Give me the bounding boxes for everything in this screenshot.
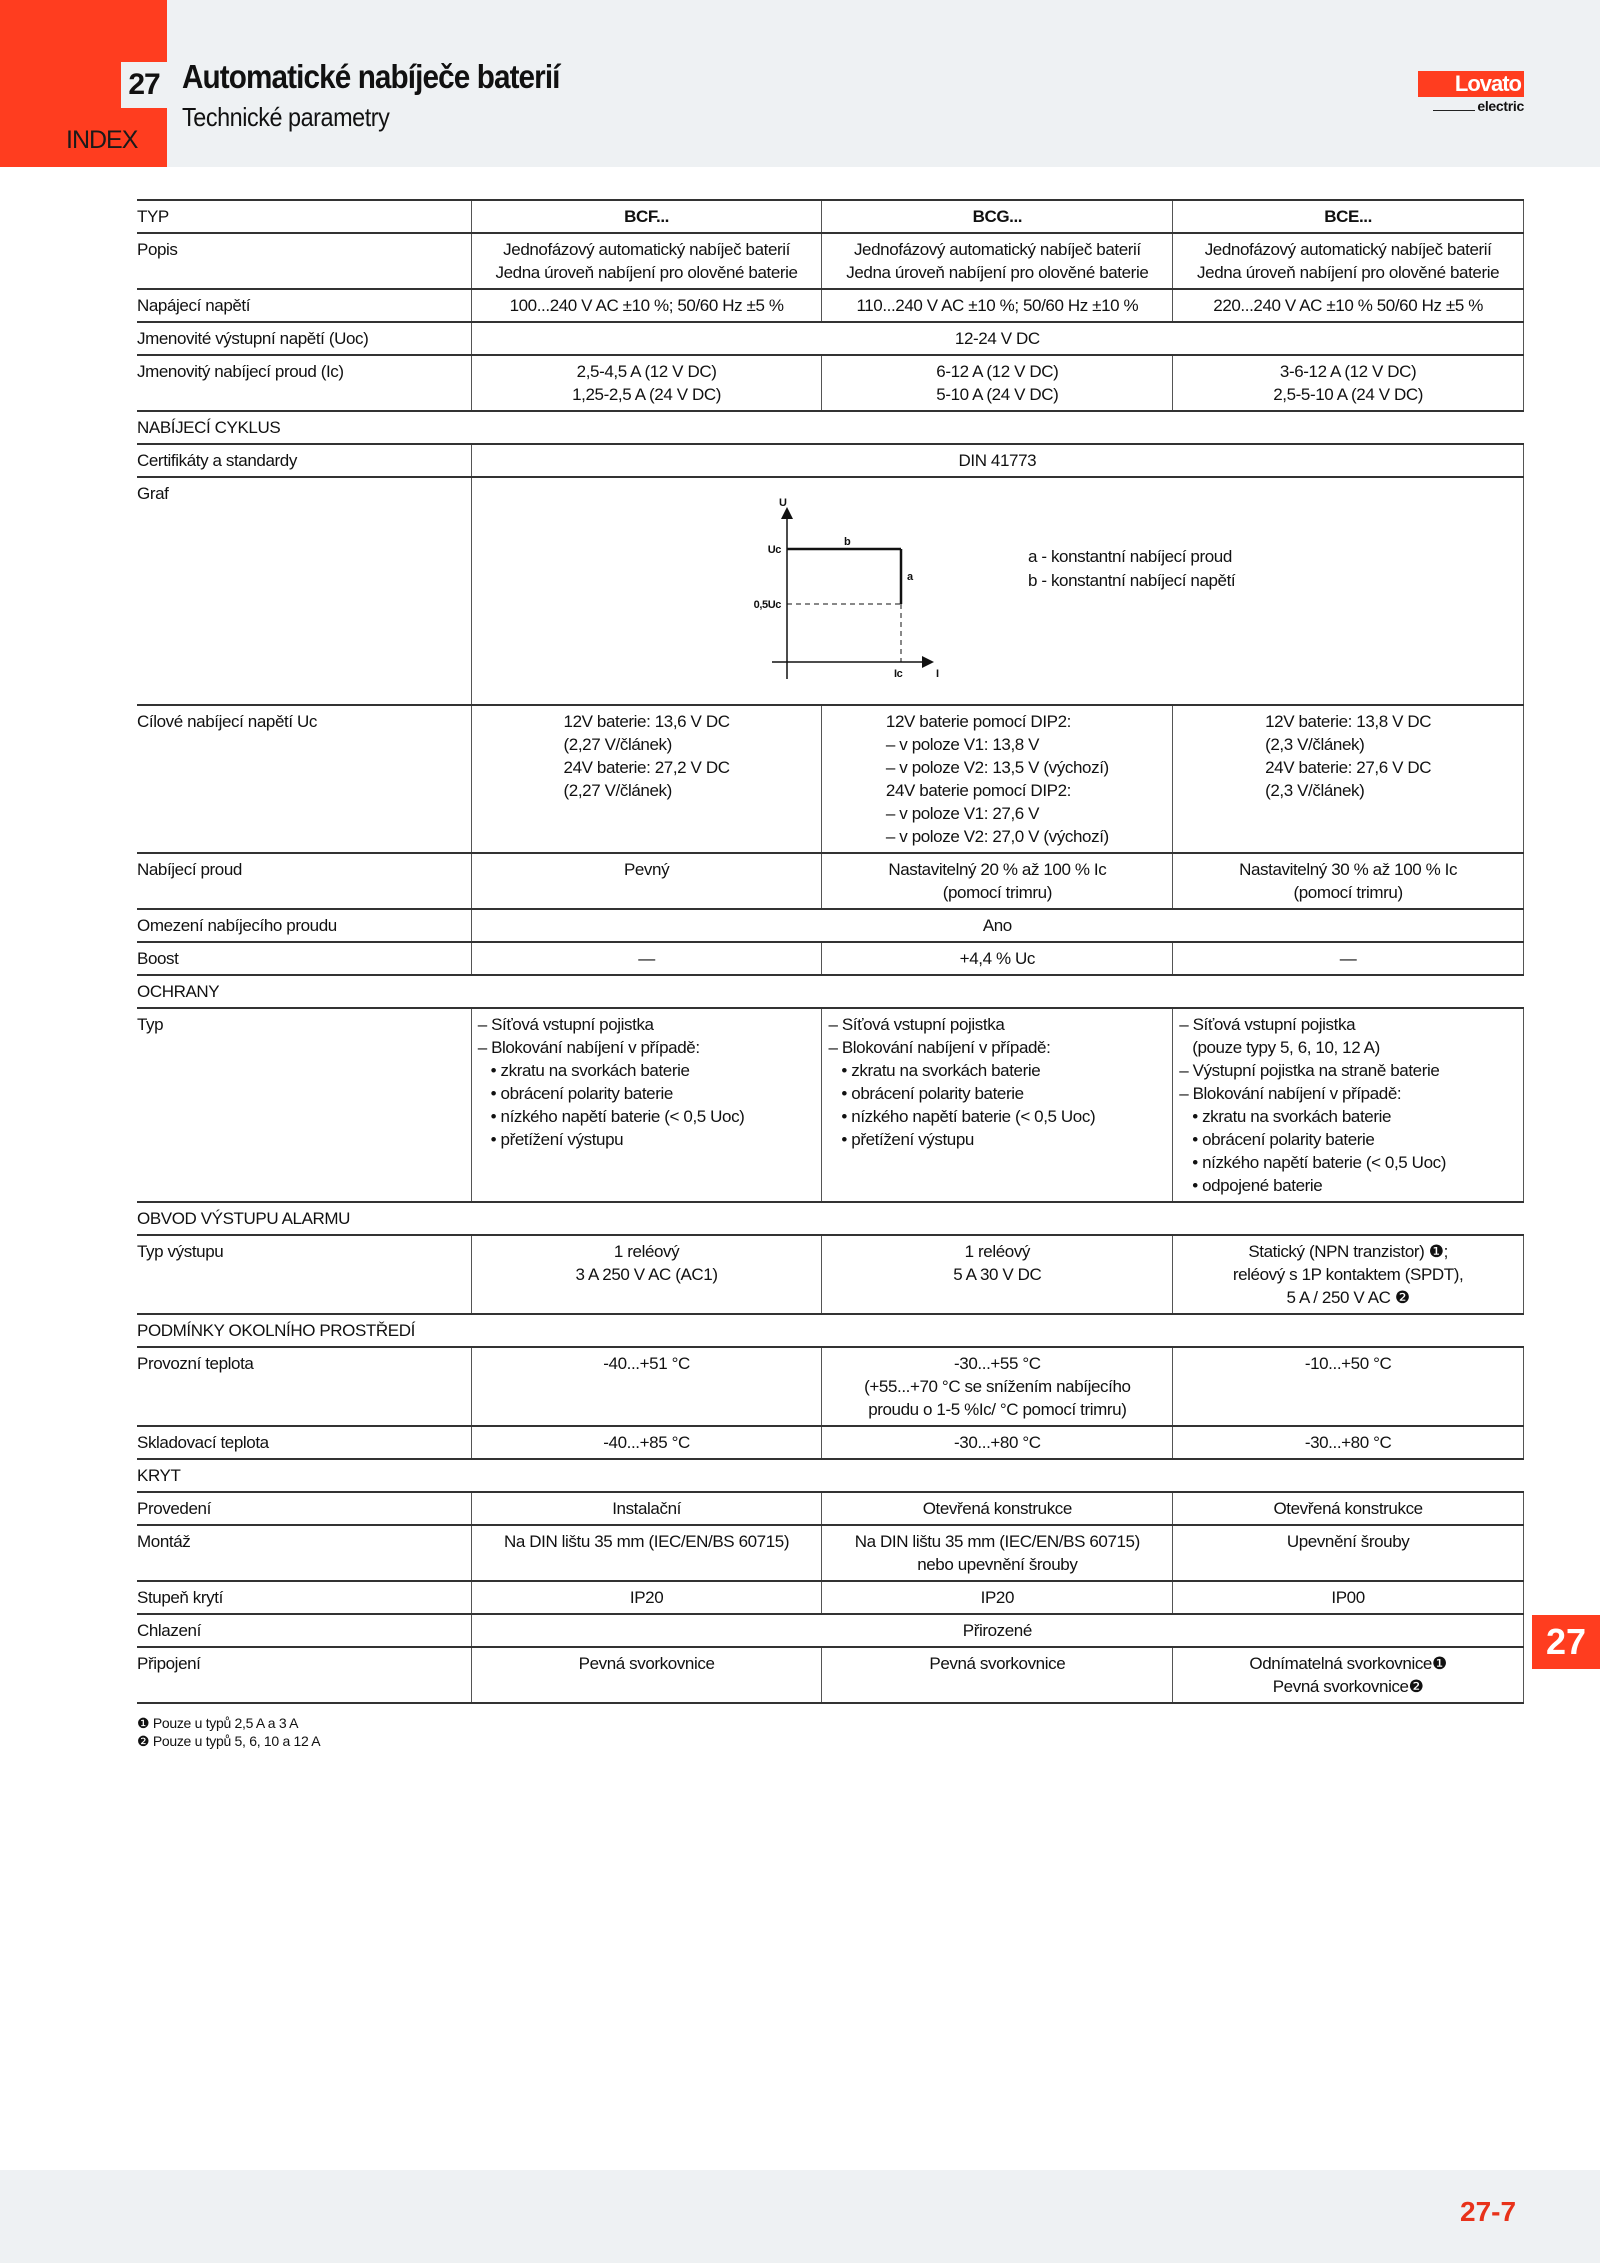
- row-label: Jmenovitý nabíjecí proud (Ic): [137, 355, 471, 411]
- cell-line: (2,27 V/článek): [563, 735, 672, 754]
- cell-bce: [1173, 942, 1524, 975]
- cell-line: 5 A 30 V DC: [953, 1265, 1042, 1284]
- row-label: Provedení: [137, 1492, 471, 1525]
- row-sec-kryt: [137, 1459, 1524, 1492]
- cell-line: 24V baterie pomocí DIP2:: [885, 781, 1071, 800]
- row-label: Popis: [137, 233, 471, 289]
- cell-bcf: [471, 1235, 822, 1314]
- row-label: Provozní teplota: [137, 1347, 471, 1426]
- cell-bcg: [822, 705, 1173, 853]
- row-label: Napájecí napětí: [137, 289, 471, 322]
- section-heading: OBVOD VÝSTUPU ALARMU: [137, 1202, 1524, 1235]
- cell-all-types: [471, 322, 1523, 355]
- cell-line: 12-24 V DC: [954, 329, 1040, 348]
- cell-line: proudu o 1-5 %Ic/ °C pomocí trimru): [868, 1400, 1127, 1419]
- row-label: Stupeň krytí: [137, 1581, 471, 1614]
- cell-line: Statický (NPN tranzistor) ❶;: [1248, 1242, 1448, 1261]
- cell-line: (pomocí trimru): [942, 883, 1052, 902]
- row-cilove-napeti: [137, 705, 1524, 853]
- section-heading: KRYT: [137, 1459, 1524, 1492]
- row-label: Cílové nabíjecí napětí Uc: [137, 705, 471, 853]
- cell-bcf: [471, 289, 822, 322]
- index-link[interactable]: INDEX: [66, 126, 138, 154]
- row-sec-ochrany: [137, 975, 1524, 1008]
- cell-bce: [1173, 1647, 1524, 1703]
- row-popis: [137, 233, 1524, 289]
- cell-line: Pevná svorkovnice: [578, 1654, 715, 1673]
- cell-line: • obrácení polarity baterie: [1179, 1130, 1375, 1149]
- cell-line: Pevný: [623, 860, 670, 879]
- cell-line: BCE...: [1324, 207, 1372, 226]
- cell-line: Na DIN lištu 35 mm (IEC/EN/BS 60715): [854, 1532, 1140, 1551]
- cell-line: Instalační: [612, 1499, 681, 1518]
- cell-line: • přetížení výstupu: [477, 1130, 624, 1149]
- cell-line: (pomocí trimru): [1293, 883, 1403, 902]
- cell-all-types: [471, 1614, 1523, 1647]
- cell-line: -30...+80 °C: [954, 1433, 1041, 1452]
- cell-line: 1 reléový: [964, 1242, 1031, 1261]
- cell-bcg: [822, 1492, 1173, 1525]
- cell-bce: [1173, 289, 1524, 322]
- cell-bcg: [822, 1581, 1173, 1614]
- cell-line: Jednofázový automatický nabíječ baterií: [503, 240, 790, 259]
- cell-line: -40...+51 °C: [603, 1354, 690, 1373]
- cell-line: reléový s 1P kontaktem (SPDT),: [1232, 1265, 1464, 1284]
- row-provedeni: [137, 1492, 1524, 1525]
- charge-graph: [472, 478, 1523, 698]
- cell-bcg: [822, 355, 1173, 411]
- cell-line: – Síťová vstupní pojistka: [477, 1015, 654, 1034]
- cell-line: – v poloze V1: 27,6 V: [885, 804, 1040, 823]
- footnotes: [137, 1714, 1524, 1750]
- cell-bcg: [822, 1525, 1173, 1581]
- cell-line: +4,4 % Uc: [959, 949, 1035, 968]
- row-label: Nabíjecí proud: [137, 853, 471, 909]
- cell-line: (2,3 V/článek): [1265, 735, 1365, 754]
- charge-graph-cell: [471, 477, 1523, 705]
- cell-line: Jednofázový automatický nabíječ baterií: [1204, 240, 1492, 259]
- cell-bcf: [471, 1525, 822, 1581]
- cell-line: Ano: [982, 916, 1012, 935]
- cell-line: -30...+80 °C: [1304, 1433, 1392, 1452]
- row-label: Omezení nabíjecího proudu: [137, 909, 471, 942]
- legend-b: b - konstantní nabíjecí napětí: [1027, 571, 1235, 590]
- cell-bcg: [822, 1008, 1173, 1202]
- cell-line: IP20: [980, 1588, 1015, 1607]
- cell-line: – Síťová vstupní pojistka: [828, 1015, 1005, 1034]
- page-footer: [0, 2170, 1600, 2263]
- cell-block: [886, 710, 1109, 848]
- cell-line: Na DIN lištu 35 mm (IEC/EN/BS 60715): [504, 1532, 790, 1551]
- cell-bce: [1173, 853, 1524, 909]
- cell-bce: [1173, 1347, 1524, 1426]
- cell-bcf: [471, 233, 822, 289]
- row-vystupni-napeti: [137, 322, 1524, 355]
- half-uc-label: 0,5Uc: [753, 599, 781, 611]
- cell-all-types: [471, 909, 1523, 942]
- row-chlazeni: [137, 1614, 1524, 1647]
- cell-bce: [1173, 1008, 1524, 1202]
- cell-line: Přirozené: [962, 1621, 1032, 1640]
- row-label: TYP: [137, 200, 471, 233]
- cell-line: – Výstupní pojistka na straně baterie: [1179, 1061, 1440, 1080]
- cell-line: Otevřená konstrukce: [1273, 1499, 1423, 1518]
- row-label: Certifikáty a standardy: [137, 444, 471, 477]
- row-stupen-kryti: [137, 1581, 1524, 1614]
- cell-line: IP20: [629, 1588, 664, 1607]
- cell-all-types: [471, 444, 1523, 477]
- footnote-1: ❶ Pouze u typů 2,5 A a 3 A: [137, 1715, 299, 1731]
- cell-bcf: [471, 1008, 822, 1202]
- row-label: Skladovací teplota: [137, 1426, 471, 1459]
- cell-line: Pevná svorkovnice❷: [1272, 1677, 1424, 1696]
- row-skladovaci-teplota: [137, 1426, 1524, 1459]
- cell-bce: [1173, 200, 1524, 233]
- row-napajeci-napeti: [137, 289, 1524, 322]
- cell-line: 2,5-5-10 A (24 V DC): [1273, 385, 1424, 404]
- row-label: Připojení: [137, 1647, 471, 1703]
- cell-line: 12V baterie: 13,8 V DC: [1265, 712, 1432, 731]
- logo-sub-text: electric: [1477, 98, 1524, 114]
- row-provozni-teplota: [137, 1347, 1524, 1426]
- i-axis-label: I: [935, 668, 939, 680]
- cell-line: 6-12 A (12 V DC): [936, 362, 1059, 381]
- cell-line: 24V baterie: 27,6 V DC: [1265, 758, 1432, 777]
- cell-line: • nízkého napětí baterie (< 0,5 Uoc): [477, 1107, 745, 1126]
- cell-line: IP00: [1331, 1588, 1365, 1607]
- cell-line: – Blokování nabíjení v případě:: [477, 1038, 700, 1057]
- cell-line: – Síťová vstupní pojistka: [1179, 1015, 1356, 1034]
- cell-bce: [1173, 705, 1524, 853]
- cell-bce: [1173, 233, 1524, 289]
- row-certifikaty: [137, 444, 1524, 477]
- lovato-logo: Lovato: [1418, 71, 1524, 97]
- cell-line: Jedna úroveň nabíjení pro olověné baterie: [495, 263, 798, 282]
- cell-bcf: [471, 1581, 822, 1614]
- cell-bcg: [822, 853, 1173, 909]
- cell-line: • zkratu na svorkách baterie: [477, 1061, 690, 1080]
- cell-line: Pevná svorkovnice: [929, 1654, 1066, 1673]
- cell-line: nebo upevnění šrouby: [917, 1555, 1078, 1574]
- row-label: Graf: [137, 477, 471, 705]
- legend-a: a - konstantní nabíjecí proud: [1027, 547, 1232, 566]
- cell-line: 3 A 250 V AC (AC1): [575, 1265, 718, 1284]
- spec-table: [137, 199, 1524, 1704]
- cell-line: BCF...: [624, 207, 669, 226]
- cell-bcg: [822, 233, 1173, 289]
- cell-line: • nízkého napětí baterie (< 0,5 Uoc): [1179, 1153, 1446, 1172]
- cell-bcf: [471, 355, 822, 411]
- row-sec-prostredi: [137, 1314, 1524, 1347]
- cell-bcg: [822, 1235, 1173, 1314]
- chapter-side-tab[interactable]: 27: [1532, 1615, 1600, 1669]
- ic-label: Ic: [893, 668, 903, 680]
- row-typ-vystupu: [137, 1235, 1524, 1314]
- row-nabijeci-proud-ic: [137, 355, 1524, 411]
- cell-line: • zkratu na svorkách baterie: [828, 1061, 1041, 1080]
- row-sec-cyklus: [137, 411, 1524, 444]
- cell-line: Nastavitelný 30 % až 100 % Ic: [1239, 860, 1458, 879]
- cell-bcf: [471, 1347, 822, 1426]
- cell-block: [1265, 710, 1431, 802]
- cell-line: • nízkého napětí baterie (< 0,5 Uoc): [828, 1107, 1096, 1126]
- cell-line: – Blokování nabíjení v případě:: [828, 1038, 1051, 1057]
- cell-line: —: [1339, 949, 1357, 968]
- row-nabijeci-proud: [137, 853, 1524, 909]
- cell-bcg: [822, 1426, 1173, 1459]
- u-axis-label: U: [778, 497, 787, 509]
- cell-line: – Blokování nabíjení v případě:: [1179, 1084, 1402, 1103]
- segment-b-label: b: [843, 536, 851, 548]
- cell-line: • obrácení polarity baterie: [477, 1084, 673, 1103]
- cell-line: DIN 41773: [958, 451, 1037, 470]
- cell-bce: [1173, 1235, 1524, 1314]
- page-number: 27-7: [1460, 2196, 1517, 2227]
- cell-line: 1 reléový: [613, 1242, 680, 1261]
- cell-bce: [1173, 1426, 1524, 1459]
- cell-line: 2,5-4,5 A (12 V DC): [576, 362, 717, 381]
- row-sec-alarm: [137, 1202, 1524, 1235]
- row-typ: [137, 200, 1524, 233]
- cell-line: Jedna úroveň nabíjení pro olověné baterie: [846, 263, 1149, 282]
- cell-line: Jedna úroveň nabíjení pro olověné baterie: [1197, 263, 1500, 282]
- cell-line: Jednofázový automatický nabíječ baterií: [853, 240, 1141, 259]
- cell-bce: [1173, 1525, 1524, 1581]
- cell-line: (pouze typy 5, 6, 10, 12 A): [1179, 1038, 1380, 1057]
- row-label: Chlazení: [137, 1614, 471, 1647]
- cell-line: BCG...: [972, 207, 1023, 226]
- row-label: Typ: [137, 1008, 471, 1202]
- segment-a-label: a: [906, 571, 913, 583]
- cell-line: —: [638, 949, 655, 968]
- cell-line: – v poloze V2: 13,5 V (výchozí): [885, 758, 1109, 777]
- cell-bce: [1173, 1492, 1524, 1525]
- cell-line: 5 A / 250 V AC ❷: [1286, 1288, 1410, 1307]
- cell-line: 1,25-2,5 A (24 V DC): [572, 385, 721, 404]
- cell-bce: [1173, 1581, 1524, 1614]
- cell-bcf: [471, 200, 822, 233]
- row-label: Boost: [137, 942, 471, 975]
- cell-line: -40...+85 °C: [603, 1433, 690, 1452]
- chapter-number: 27: [121, 62, 167, 108]
- cell-bcg: [822, 942, 1173, 975]
- row-typ-ochrany: [137, 1008, 1524, 1202]
- row-pripojeni: [137, 1647, 1524, 1703]
- cell-bce: [1173, 355, 1524, 411]
- cell-line: -10...+50 °C: [1304, 1354, 1392, 1373]
- cell-bcg: [822, 1647, 1173, 1703]
- cell-line: 100...240 V AC ±10 %; 50/60 Hz ±5 %: [509, 296, 784, 315]
- cell-bcf: [471, 942, 822, 975]
- cell-block: [564, 710, 730, 802]
- section-heading: OCHRANY: [137, 975, 1524, 1008]
- cell-line: Otevřená konstrukce: [922, 1499, 1072, 1518]
- row-boost: [137, 942, 1524, 975]
- cell-line: 220...240 V AC ±10 % 50/60 Hz ±5 %: [1213, 296, 1483, 315]
- page-title: Automatické nabíječe baterií: [182, 58, 560, 95]
- row-label: Typ výstupu: [137, 1235, 471, 1314]
- charge-curve-svg: [472, 478, 1524, 704]
- page-subtitle: Technické parametry: [182, 102, 390, 132]
- cell-line: 12V baterie: 13,6 V DC: [563, 712, 730, 731]
- cell-line: – v poloze V1: 13,8 V: [885, 735, 1040, 754]
- spec-content: [137, 199, 1524, 1750]
- cell-line: 3-6-12 A (12 V DC): [1279, 362, 1417, 381]
- cell-bcg: [822, 289, 1173, 322]
- cell-line: 110...240 V AC ±10 %; 50/60 Hz ±10 %: [856, 296, 1139, 315]
- cell-line: • zkratu na svorkách baterie: [1179, 1107, 1392, 1126]
- cell-line: • obrácení polarity baterie: [828, 1084, 1024, 1103]
- cell-line: 5-10 A (24 V DC): [936, 385, 1059, 404]
- cell-line: (2,27 V/článek): [563, 781, 672, 800]
- cell-line: (+55...+70 °C se snížením nabíjecího: [864, 1377, 1131, 1396]
- cell-line: – v poloze V2: 27,0 V (výchozí): [885, 827, 1109, 846]
- cell-line: • přetížení výstupu: [828, 1130, 974, 1149]
- row-montaz: [137, 1525, 1524, 1581]
- cell-line: Odnímatelná svorkovnice❶: [1249, 1654, 1447, 1673]
- lovato-logo-sub: [1418, 98, 1524, 114]
- cell-line: -30...+55 °C: [954, 1354, 1041, 1373]
- cell-bcf: [471, 1492, 822, 1525]
- row-label: Montáž: [137, 1525, 471, 1581]
- cell-line: 12V baterie pomocí DIP2:: [885, 712, 1071, 731]
- cell-bcf: [471, 705, 822, 853]
- uc-label: Uc: [767, 544, 781, 556]
- cell-line: 24V baterie: 27,2 V DC: [563, 758, 730, 777]
- cell-bcg: [822, 200, 1173, 233]
- cell-line: Nastavitelný 20 % až 100 % Ic: [888, 860, 1107, 879]
- row-label: Jmenovité výstupní napětí (Uoc): [137, 322, 471, 355]
- cell-bcf: [471, 1426, 822, 1459]
- cell-line: (2,3 V/článek): [1265, 781, 1365, 800]
- cell-line: • odpojené baterie: [1179, 1176, 1323, 1195]
- row-omezeni: [137, 909, 1524, 942]
- cell-line: Upevnění šrouby: [1286, 1532, 1410, 1551]
- cell-bcg: [822, 1347, 1173, 1426]
- cell-bcf: [471, 1647, 822, 1703]
- footnote-2: ❷ Pouze u typů 5, 6, 10 a 12 A: [137, 1733, 321, 1749]
- section-heading: NABÍJECÍ CYKLUS: [137, 411, 1524, 444]
- row-graf: [137, 477, 1524, 705]
- section-heading: PODMÍNKY OKOLNÍHO PROSTŘEDÍ: [137, 1314, 1524, 1347]
- cell-bcf: [471, 853, 822, 909]
